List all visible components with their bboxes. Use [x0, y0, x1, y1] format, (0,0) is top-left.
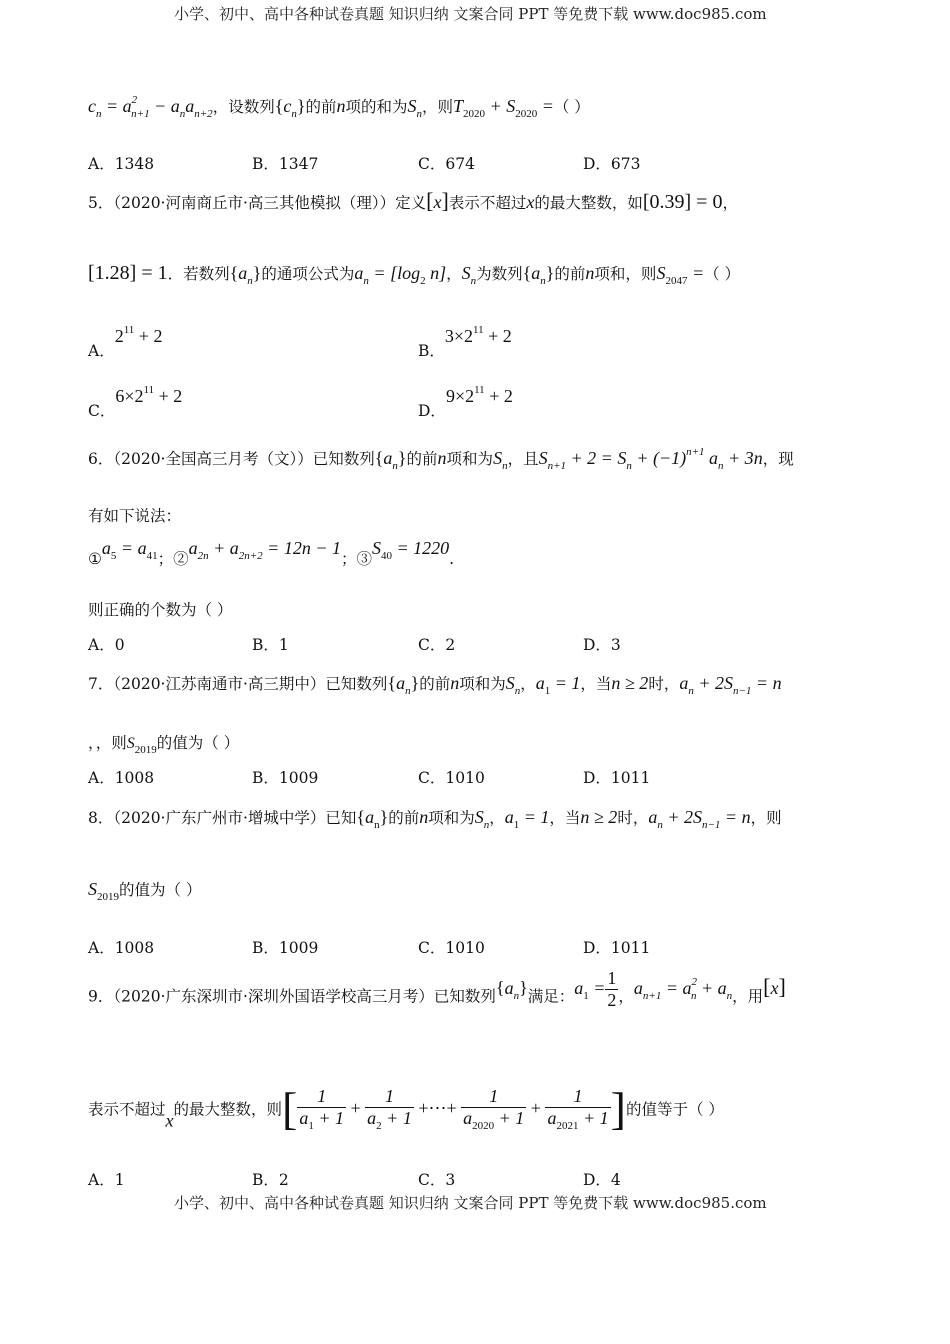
- q8-option-d[interactable]: D．1011: [583, 939, 651, 957]
- q8-line1: 8．（2020·广东广州市·增城中学）已知$\{a_n\}$的前n项和为$S_n$，$a_1 = 1$，当n ≥ 2时，$a_n + 2S_{n-1} = n$，则: [88, 807, 782, 831]
- q6-line2: 有如下说法：: [88, 507, 182, 525]
- page-footer: 小学、初中、高中各种试卷真题 知识归纳 文案合同 PPT 等免费下载 www.doc985.com: [174, 1194, 767, 1212]
- q4-option-b[interactable]: B．1347: [252, 155, 319, 173]
- q7-line2: ，，则$S_{2019}$的值为（ ）: [88, 734, 240, 756]
- q6-option-b[interactable]: B．1: [252, 636, 289, 654]
- q6-option-c[interactable]: C．2: [418, 636, 456, 654]
- q8-option-b[interactable]: B．1009: [252, 939, 319, 957]
- q4-target: $T_{2020} + S_{2020}$ =: [453, 96, 554, 120]
- q4-option-c[interactable]: C．674: [418, 155, 475, 173]
- q7-option-b[interactable]: B．1009: [252, 769, 319, 787]
- q4-cn-formula: $c_n = a^2_{n+1} - a_na_{n+2}$: [88, 94, 213, 120]
- q7-option-a[interactable]: A．1008: [88, 769, 155, 787]
- q4-line: $c_n = a^2_{n+1} - a_na_{n+2}$，设数列$\{c_n\}$的前n项的和为$S_n$，则$T_{2020} + S_{2020}$ =（ ）: [88, 94, 590, 120]
- q5-line2: [1.28] = 1．若数列$\{a_n\}$的通项公式为$a_n = [\log_2$ n]，$S_n$为数列$\{a_n\}$的前n项和，则$S_{2047}$ =（ ）: [88, 262, 741, 287]
- q5-option-c[interactable]: C．$6\times 2^{11} + 2$: [88, 384, 183, 420]
- q8-option-a[interactable]: A．1008: [88, 939, 155, 957]
- page-header: 小学、初中、高中各种试卷真题 知识归纳 文案合同 PPT 等免费下载 www.doc985.com: [174, 5, 767, 23]
- q7-option-d[interactable]: D．1011: [583, 769, 651, 787]
- q6-claims: $①a_5 = a_{41}$；$②a_{2n} + a_{2n+2} = 12n - 1$；$③S_{40} = 1220$.: [88, 538, 455, 568]
- q6-option-a[interactable]: A．0: [88, 636, 125, 654]
- q9-line1: 9．（2020·广东深圳市·深圳外国语学校高三月考）已知数列$\{a_n\}$满足：$a_1$ = $\frac{1}{2}$ ，$a_{n+1} = a^2_n + a_n$，用[x]: [88, 968, 786, 1010]
- q4-option-a[interactable]: A．1348: [88, 155, 155, 173]
- q4-seq-cn: $\{c_n\}$: [274, 96, 306, 120]
- q4-option-d[interactable]: D．673: [583, 155, 641, 173]
- q6-question: 则正确的个数为（ ）: [88, 601, 233, 619]
- q9-line2: 表示不超过x的最大整数，则[ $\frac{1}{a_1 + 1}$ + $\frac{1}{a_2 + 1}$ +⋯+ $\frac{1}{a_{2020} + 1}$ + $\frac{1}{a_{2021} + 1}$ ]的值等于（ ）: [88, 1083, 724, 1134]
- q9-option-d[interactable]: D．4: [583, 1171, 621, 1189]
- q9-option-c[interactable]: C．3: [418, 1171, 456, 1189]
- q9-option-a[interactable]: A．1: [88, 1171, 125, 1189]
- q5-option-d[interactable]: D．$9\times 2^{11} + 2$: [418, 384, 513, 420]
- q7-line1: 7．（2020·江苏南通市·高三期中）已知数列$\{a_n\}$的前n项和为$S_n$，$a_1 = 1$，当n ≥ 2时，$a_n + 2S_{n-1} = n$: [88, 673, 782, 697]
- q5-line1: 5．（2020·河南商丘市·高三其他模拟（理））定义[x]表示不超过x的最大整数，如[0.39] = 0，: [88, 188, 738, 213]
- q6-line1: 6．（2020·全国高三月考（文））已知数列$\{a_n\}$的前n项和为$S_n$，且$S_{n+1} + 2 = S_n + (-1)^{n+1}$ $a_n + 3n$，现: [88, 446, 794, 472]
- q9-a1-fraction: $\frac{1}{2}$: [607, 968, 617, 1010]
- q8-line2: $S_{2019}$的值为（ ）: [88, 879, 202, 903]
- q5-option-a[interactable]: A．$2^{11} + 2$: [88, 324, 163, 360]
- q5-option-b[interactable]: B．$3\times 2^{11} + 2$: [418, 324, 512, 360]
- q7-option-c[interactable]: C．1010: [418, 769, 485, 787]
- q6-option-d[interactable]: D．3: [583, 636, 621, 654]
- q8-option-c[interactable]: C．1010: [418, 939, 485, 957]
- q9-option-b[interactable]: B．2: [252, 1171, 289, 1189]
